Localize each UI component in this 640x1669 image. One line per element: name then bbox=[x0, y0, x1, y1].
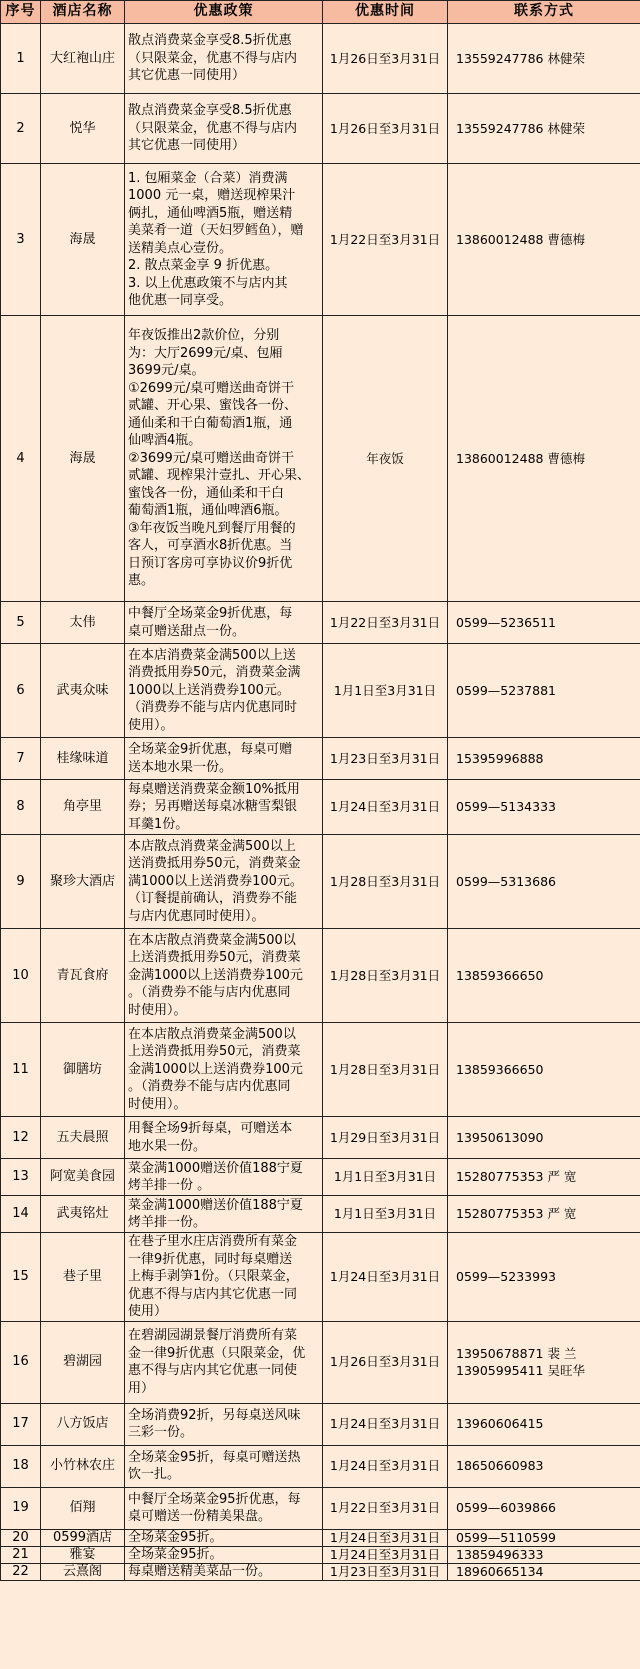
row-number: 5 bbox=[1, 602, 41, 644]
header-no: 序号 bbox=[1, 1, 41, 24]
promotion-time: 年夜饭 bbox=[323, 316, 448, 602]
promotion-policy: 全场菜金95折，每桌可赠送热 饮一扎。 bbox=[125, 1445, 323, 1487]
table-row bbox=[1, 1563, 640, 1580]
header-contact: 联系方式 bbox=[448, 1, 640, 24]
promotion-time: 1月24日至3月31日 bbox=[323, 1546, 448, 1563]
table-row bbox=[1, 738, 640, 780]
promotion-policy: 年夜饭推出2款价位，分别 为：大厅2699元/桌、包厢 3699元/桌。 ①2699元/桌可赠送曲奇饼干 贰罐、开心果、蜜饯各一份、 通仙柔和干白葡萄酒1瓶，通 仙啤酒4瓶。 ②3699元/桌可赠送曲奇饼干 贰罐、现榨果汁壹扎、开心果、 蜜饯各一份，通仙柔和干白 葡萄酒1瓶，通仙啤酒6瓶。 ③年夜饭当晚凡到餐厅用餐的 客人，可享酒水8折优惠。当 日预订客房可享协议价9折优 惠。 bbox=[125, 316, 323, 602]
promotion-policy: 菜金满1000赠送价值188宁夏 烤羊排一份 。 bbox=[125, 1159, 323, 1196]
contact-info: 0599—5237881 bbox=[448, 644, 640, 738]
contact-info: 13859496333 bbox=[448, 1546, 640, 1563]
promotion-policy: 在碧湖园湖景餐厅消费所有菜 金一律9折优惠（只限菜金，优 惠不得与店内其它优惠一同使 用） bbox=[125, 1321, 323, 1403]
promotion-policy: 在本店散点消费菜金满500以 上送消费抵用券50元，消费菜 金满1000以上送消费券100元 。（消费券不能与店内优惠同 时使用）。 bbox=[125, 1023, 323, 1117]
hotel-name: 阿宽美食园 bbox=[41, 1159, 125, 1196]
hotel-name: 桂缘味道 bbox=[41, 738, 125, 780]
promotion-time: 1月28日至3月31日 bbox=[323, 835, 448, 929]
table-row bbox=[1, 1546, 640, 1563]
row-number: 9 bbox=[1, 835, 41, 929]
promotion-time: 1月24日至3月31日 bbox=[323, 1529, 448, 1546]
contact-info: 13860012488 曹德梅 bbox=[448, 316, 640, 602]
row-number: 13 bbox=[1, 1159, 41, 1196]
row-number: 7 bbox=[1, 738, 41, 780]
contact-info: 18960665134 bbox=[448, 1563, 640, 1580]
promotion-time: 1月22日至3月31日 bbox=[323, 1487, 448, 1529]
contact-info: 13559247786 林健荣 bbox=[448, 24, 640, 94]
promotion-time: 1月26日至3月31日 bbox=[323, 1321, 448, 1403]
hotel-name: 碧湖园 bbox=[41, 1321, 125, 1403]
promotion-policy: 用餐全场9折每桌，可赠送本 地水果一份。 bbox=[125, 1117, 323, 1159]
table-row bbox=[1, 1233, 640, 1322]
row-number: 12 bbox=[1, 1117, 41, 1159]
hotel-name: 八方饭店 bbox=[41, 1403, 125, 1445]
promotion-policy: 在巷子里水庄店消费所有菜金 一律9折优惠，同时每桌赠送 上梅手剥笋1份。（只限菜金， 优惠不得与店内其它优惠一同 使用） bbox=[125, 1233, 323, 1322]
hotel-name: 太伟 bbox=[41, 602, 125, 644]
hotel-name: 大红袍山庄 bbox=[41, 24, 125, 94]
hotel-name: 悦华 bbox=[41, 94, 125, 164]
hotel-name: 佰翔 bbox=[41, 1487, 125, 1529]
contact-info: 15395996888 bbox=[448, 738, 640, 780]
table-row bbox=[1, 1117, 640, 1159]
table-row bbox=[1, 835, 640, 929]
contact-info: 15280775353 严 宽 bbox=[448, 1159, 640, 1196]
promotion-policy: 全场菜金95折。 bbox=[125, 1529, 323, 1546]
contact-info: 13860012488 曹德梅 bbox=[448, 164, 640, 316]
row-number: 18 bbox=[1, 1445, 41, 1487]
promotion-time: 1月23日至3月31日 bbox=[323, 1563, 448, 1580]
promotion-time: 1月29日至3月31日 bbox=[323, 1117, 448, 1159]
hotel-name: 武夷众味 bbox=[41, 644, 125, 738]
table-row bbox=[1, 1023, 640, 1117]
contact-info: 15280775353 严 宽 bbox=[448, 1196, 640, 1233]
row-number: 21 bbox=[1, 1546, 41, 1563]
contact-info: 0599—5313686 bbox=[448, 835, 640, 929]
table-row bbox=[1, 644, 640, 738]
promotion-policy: 散点消费菜金享受8.5折优惠 （只限菜金，优惠不得与店内 其它优惠一同使用） bbox=[125, 24, 323, 94]
promotion-policy: 菜金满1000赠送价值188宁夏 烤羊排一份。 bbox=[125, 1196, 323, 1233]
hotel-name: 海晟 bbox=[41, 164, 125, 316]
promotion-policy: 全场消费92折，另每桌送风味 三彩一份。 bbox=[125, 1403, 323, 1445]
row-number: 4 bbox=[1, 316, 41, 602]
contact-info: 13950613090 bbox=[448, 1117, 640, 1159]
row-number: 11 bbox=[1, 1023, 41, 1117]
promotion-time: 1月22日至3月31日 bbox=[323, 164, 448, 316]
row-number: 10 bbox=[1, 929, 41, 1023]
row-number: 2 bbox=[1, 94, 41, 164]
promotion-policy: 在本店散点消费菜金满500以 上送消费抵用券50元，消费菜 金满1000以上送消费券100元 。（消费券不能与店内优惠同 时使用）。 bbox=[125, 929, 323, 1023]
promotion-time: 1月1日至3月31日 bbox=[323, 1159, 448, 1196]
promotion-policy: 每桌赠送精美菜品一份。 bbox=[125, 1563, 323, 1580]
table-row bbox=[1, 24, 640, 94]
hotel-name: 巷子里 bbox=[41, 1233, 125, 1322]
contact-info: 0599—6039866 bbox=[448, 1487, 640, 1529]
row-number: 20 bbox=[1, 1529, 41, 1546]
hotel-name: 五夫晨照 bbox=[41, 1117, 125, 1159]
contact-info: 0599—5236511 bbox=[448, 602, 640, 644]
contact-info: 0599—5233993 bbox=[448, 1233, 640, 1322]
row-number: 8 bbox=[1, 780, 41, 835]
table-row bbox=[1, 164, 640, 316]
promotion-policy: 在本店消费菜金满500以上送 消费抵用券50元，消费菜金满 1000以上送消费券100元。 （消费券不能与店内优惠同时 使用）。 bbox=[125, 644, 323, 738]
row-number: 19 bbox=[1, 1487, 41, 1529]
promotion-policy: 全场菜金9折优惠，每桌可赠 送本地水果一份。 bbox=[125, 738, 323, 780]
table-row bbox=[1, 1487, 640, 1529]
promotion-policy: 全场菜金95折。 bbox=[125, 1546, 323, 1563]
hotel-name: 聚珍大酒店 bbox=[41, 835, 125, 929]
contact-info: 0599—5110599 bbox=[448, 1529, 640, 1546]
promotion-time: 1月24日至3月31日 bbox=[323, 1445, 448, 1487]
promotion-policy: 本店散点消费菜金满500以上 送消费抵用券50元，消费菜金 满1000以上送消费券100元。 （订餐提前确认，消费券不能 与店内优惠同时使用）。 bbox=[125, 835, 323, 929]
contact-info: 13950678871 裴 兰 13905995411 吴旺华 bbox=[448, 1321, 640, 1403]
hotel-name: 青瓦食府 bbox=[41, 929, 125, 1023]
hotel-name: 武夷铭灶 bbox=[41, 1196, 125, 1233]
row-number: 15 bbox=[1, 1233, 41, 1322]
hotel-name: 雅宴 bbox=[41, 1546, 125, 1563]
row-number: 6 bbox=[1, 644, 41, 738]
table-row bbox=[1, 1321, 640, 1403]
promotion-time: 1月23日至3月31日 bbox=[323, 738, 448, 780]
promotion-policy: 每桌赠送消费菜金额10%抵用 券；另再赠送每桌冰糖雪梨银 耳羹1份。 bbox=[125, 780, 323, 835]
promotion-time: 1月22日至3月31日 bbox=[323, 602, 448, 644]
promotion-policy: 散点消费菜金享受8.5折优惠 （只限菜金，优惠不得与店内 其它优惠一同使用） bbox=[125, 94, 323, 164]
hotel-name: 小竹林农庄 bbox=[41, 1445, 125, 1487]
row-number: 16 bbox=[1, 1321, 41, 1403]
row-number: 1 bbox=[1, 24, 41, 94]
contact-info: 0599—5134333 bbox=[448, 780, 640, 835]
promotion-policy: 1. 包厢菜金（合菜）消费满 1000 元一桌，赠送现榨果汁 俩扎，通仙啤酒5瓶，赠送精 美菜肴一道（天妇罗鳕鱼），赠 送精美点心壹份。 2. 散点菜金享 9 折优惠。 3. 以上优惠政策不与店内其 他优惠一同享受。 bbox=[125, 164, 323, 316]
promotion-time: 1月28日至3月31日 bbox=[323, 929, 448, 1023]
row-number: 22 bbox=[1, 1563, 41, 1580]
table-row bbox=[1, 1159, 640, 1196]
table-row bbox=[1, 1445, 640, 1487]
promotion-time: 1月28日至3月31日 bbox=[323, 1023, 448, 1117]
promotion-time: 1月26日至3月31日 bbox=[323, 24, 448, 94]
contact-info: 18650660983 bbox=[448, 1445, 640, 1487]
row-number: 17 bbox=[1, 1403, 41, 1445]
promotion-time: 1月24日至3月31日 bbox=[323, 1233, 448, 1322]
header-time: 优惠时间 bbox=[323, 1, 448, 24]
table-row bbox=[1, 1196, 640, 1233]
contact-info: 13559247786 林健荣 bbox=[448, 94, 640, 164]
hotel-name: 角亭里 bbox=[41, 780, 125, 835]
row-number: 14 bbox=[1, 1196, 41, 1233]
promotion-time: 1月1日至3月31日 bbox=[323, 644, 448, 738]
promotion-policy: 中餐厅全场菜金95折优惠，每 桌可赠送一份精美果盘。 bbox=[125, 1487, 323, 1529]
contact-info: 13859366650 bbox=[448, 1023, 640, 1117]
promotion-policy: 中餐厅全场菜金9折优惠，每 桌可赠送甜点一份。 bbox=[125, 602, 323, 644]
table-row bbox=[1, 1403, 640, 1445]
promotion-time: 1月24日至3月31日 bbox=[323, 780, 448, 835]
contact-info: 13960606415 bbox=[448, 1403, 640, 1445]
promotion-time: 1月24日至3月31日 bbox=[323, 1403, 448, 1445]
hotel-name: 御膳坊 bbox=[41, 1023, 125, 1117]
table-row bbox=[1, 780, 640, 835]
header-name: 酒店名称 bbox=[41, 1, 125, 24]
row-number: 3 bbox=[1, 164, 41, 316]
hotel-name: 0599酒店 bbox=[41, 1529, 125, 1546]
table-row bbox=[1, 1529, 640, 1546]
table-row bbox=[1, 94, 640, 164]
header-policy: 优惠政策 bbox=[125, 1, 323, 24]
contact-info: 13859366650 bbox=[448, 929, 640, 1023]
table-row bbox=[1, 316, 640, 602]
promotion-time: 1月1日至3月31日 bbox=[323, 1196, 448, 1233]
header-row bbox=[1, 1, 640, 24]
hotel-name: 海晟 bbox=[41, 316, 125, 602]
hotel-name: 云熹阁 bbox=[41, 1563, 125, 1580]
table-row bbox=[1, 602, 640, 644]
table-row bbox=[1, 929, 640, 1023]
promotion-time: 1月26日至3月31日 bbox=[323, 94, 448, 164]
